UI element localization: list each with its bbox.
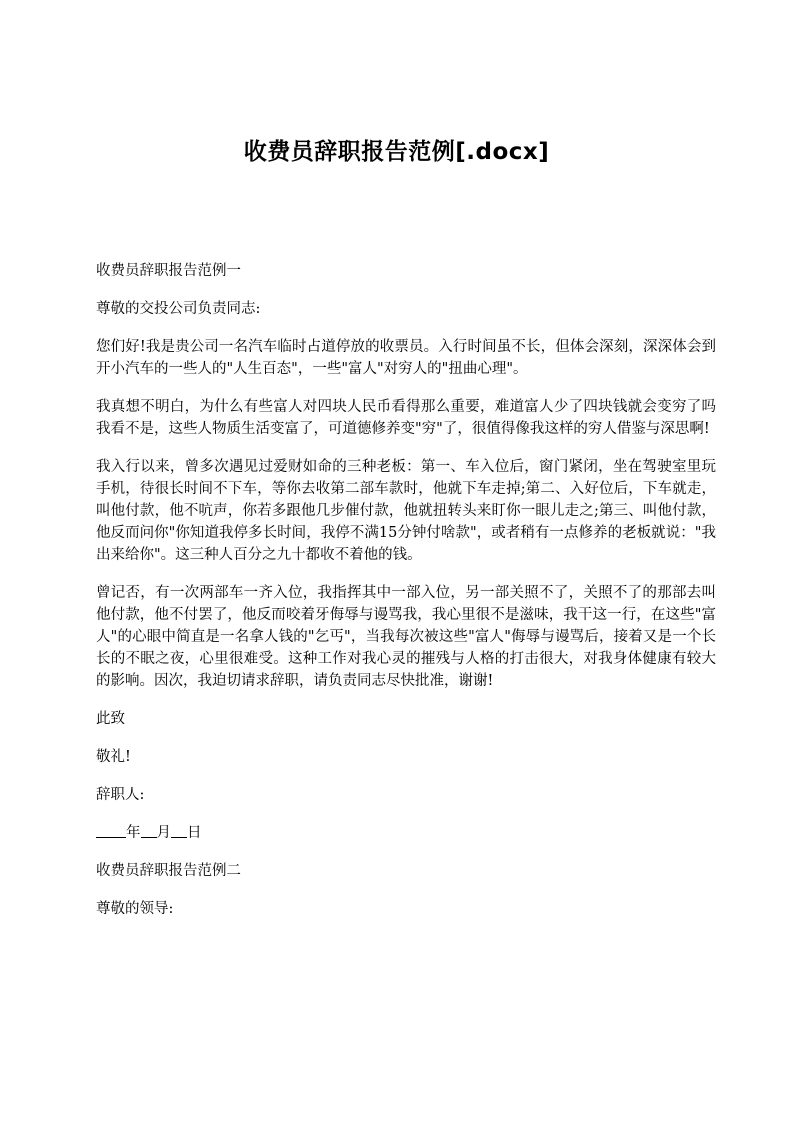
closing-salute: 敬礼! — [96, 749, 131, 765]
month-blank — [141, 823, 157, 838]
day-blank — [171, 823, 187, 838]
paragraph-intro: 您们好!我是贵公司一名汽车临时占道停放的收票员。入行时间虽不长，但体会深刻，深深体会到开小汽车的一些人的"人生百态"，一些"富人"对穷人的"扭曲心理"。 — [96, 339, 716, 377]
paragraph-reflection: 我真想不明白，为什么有些富人对四块人民币看得那么重要，难道富人少了四块钱就会变穷了吗我看不是，这些人物质生活变富了，可道德修养变"穷"了，很值得像我这样的穷人借鉴与深思啊! — [96, 399, 716, 437]
paragraph-incident: 曾记否，有一次两部车一齐入位，我指挥其中一部入位，另一部关照不了，关照不了的那部去叫他付款，他不付罢了，他反而咬着牙侮辱与谩骂我，我心里很不是滋味，我干这一行，在这些"富人"的心眼中简直是一名拿人钱的"乞丐"，当我每次被这些"富人"侮辱与谩骂后，接着又是一个长长的不眠之夜，心里很难受。这种工作对我心灵的摧残与人格的打击很大，对我身体健康有较大的影响。因次，我迫切请求辞职，请负责同志尽快批准，谢谢! — [96, 585, 716, 689]
signature-label: 辞职人: — [96, 787, 145, 803]
section-heading-2: 收费员辞职报告范例二 — [96, 863, 241, 879]
salutation-2: 尊敬的领导: — [96, 901, 174, 917]
paragraph-three-bosses: 我入行以来，曾多次遇见过爱财如命的三种老板：第一、车入位后，窗门紧闭，坐在驾驶室里玩手机，待很长时间不下车，等你去收第二部车款时，他就下车走掉;第二、入好位后，下车就走，叫他付款，他不吭声，你若多跟他几步催付款，他就扭转头来盯你一眼儿走之;第三、叫他付款，他反而问你"你知道我停多长时间，我停不满15分钟付啥款"，或者稍有一点修养的老板就说："我出来给你"。这三种人百分之九十都收不着他的钱。 — [96, 459, 716, 563]
day-label: 日 — [187, 825, 202, 841]
salutation: 尊敬的交投公司负责同志: — [96, 301, 261, 317]
document-body — [96, 260, 716, 936]
year-label: 年 — [126, 825, 141, 841]
closing-regards: 此致 — [96, 711, 125, 727]
section-heading-1: 收费员辞职报告范例一 — [96, 263, 241, 279]
month-label: 月 — [156, 825, 171, 841]
year-blank — [96, 823, 126, 838]
date-line — [96, 822, 716, 844]
document-title: 收费员辞职报告范例[.docx] — [243, 139, 550, 165]
